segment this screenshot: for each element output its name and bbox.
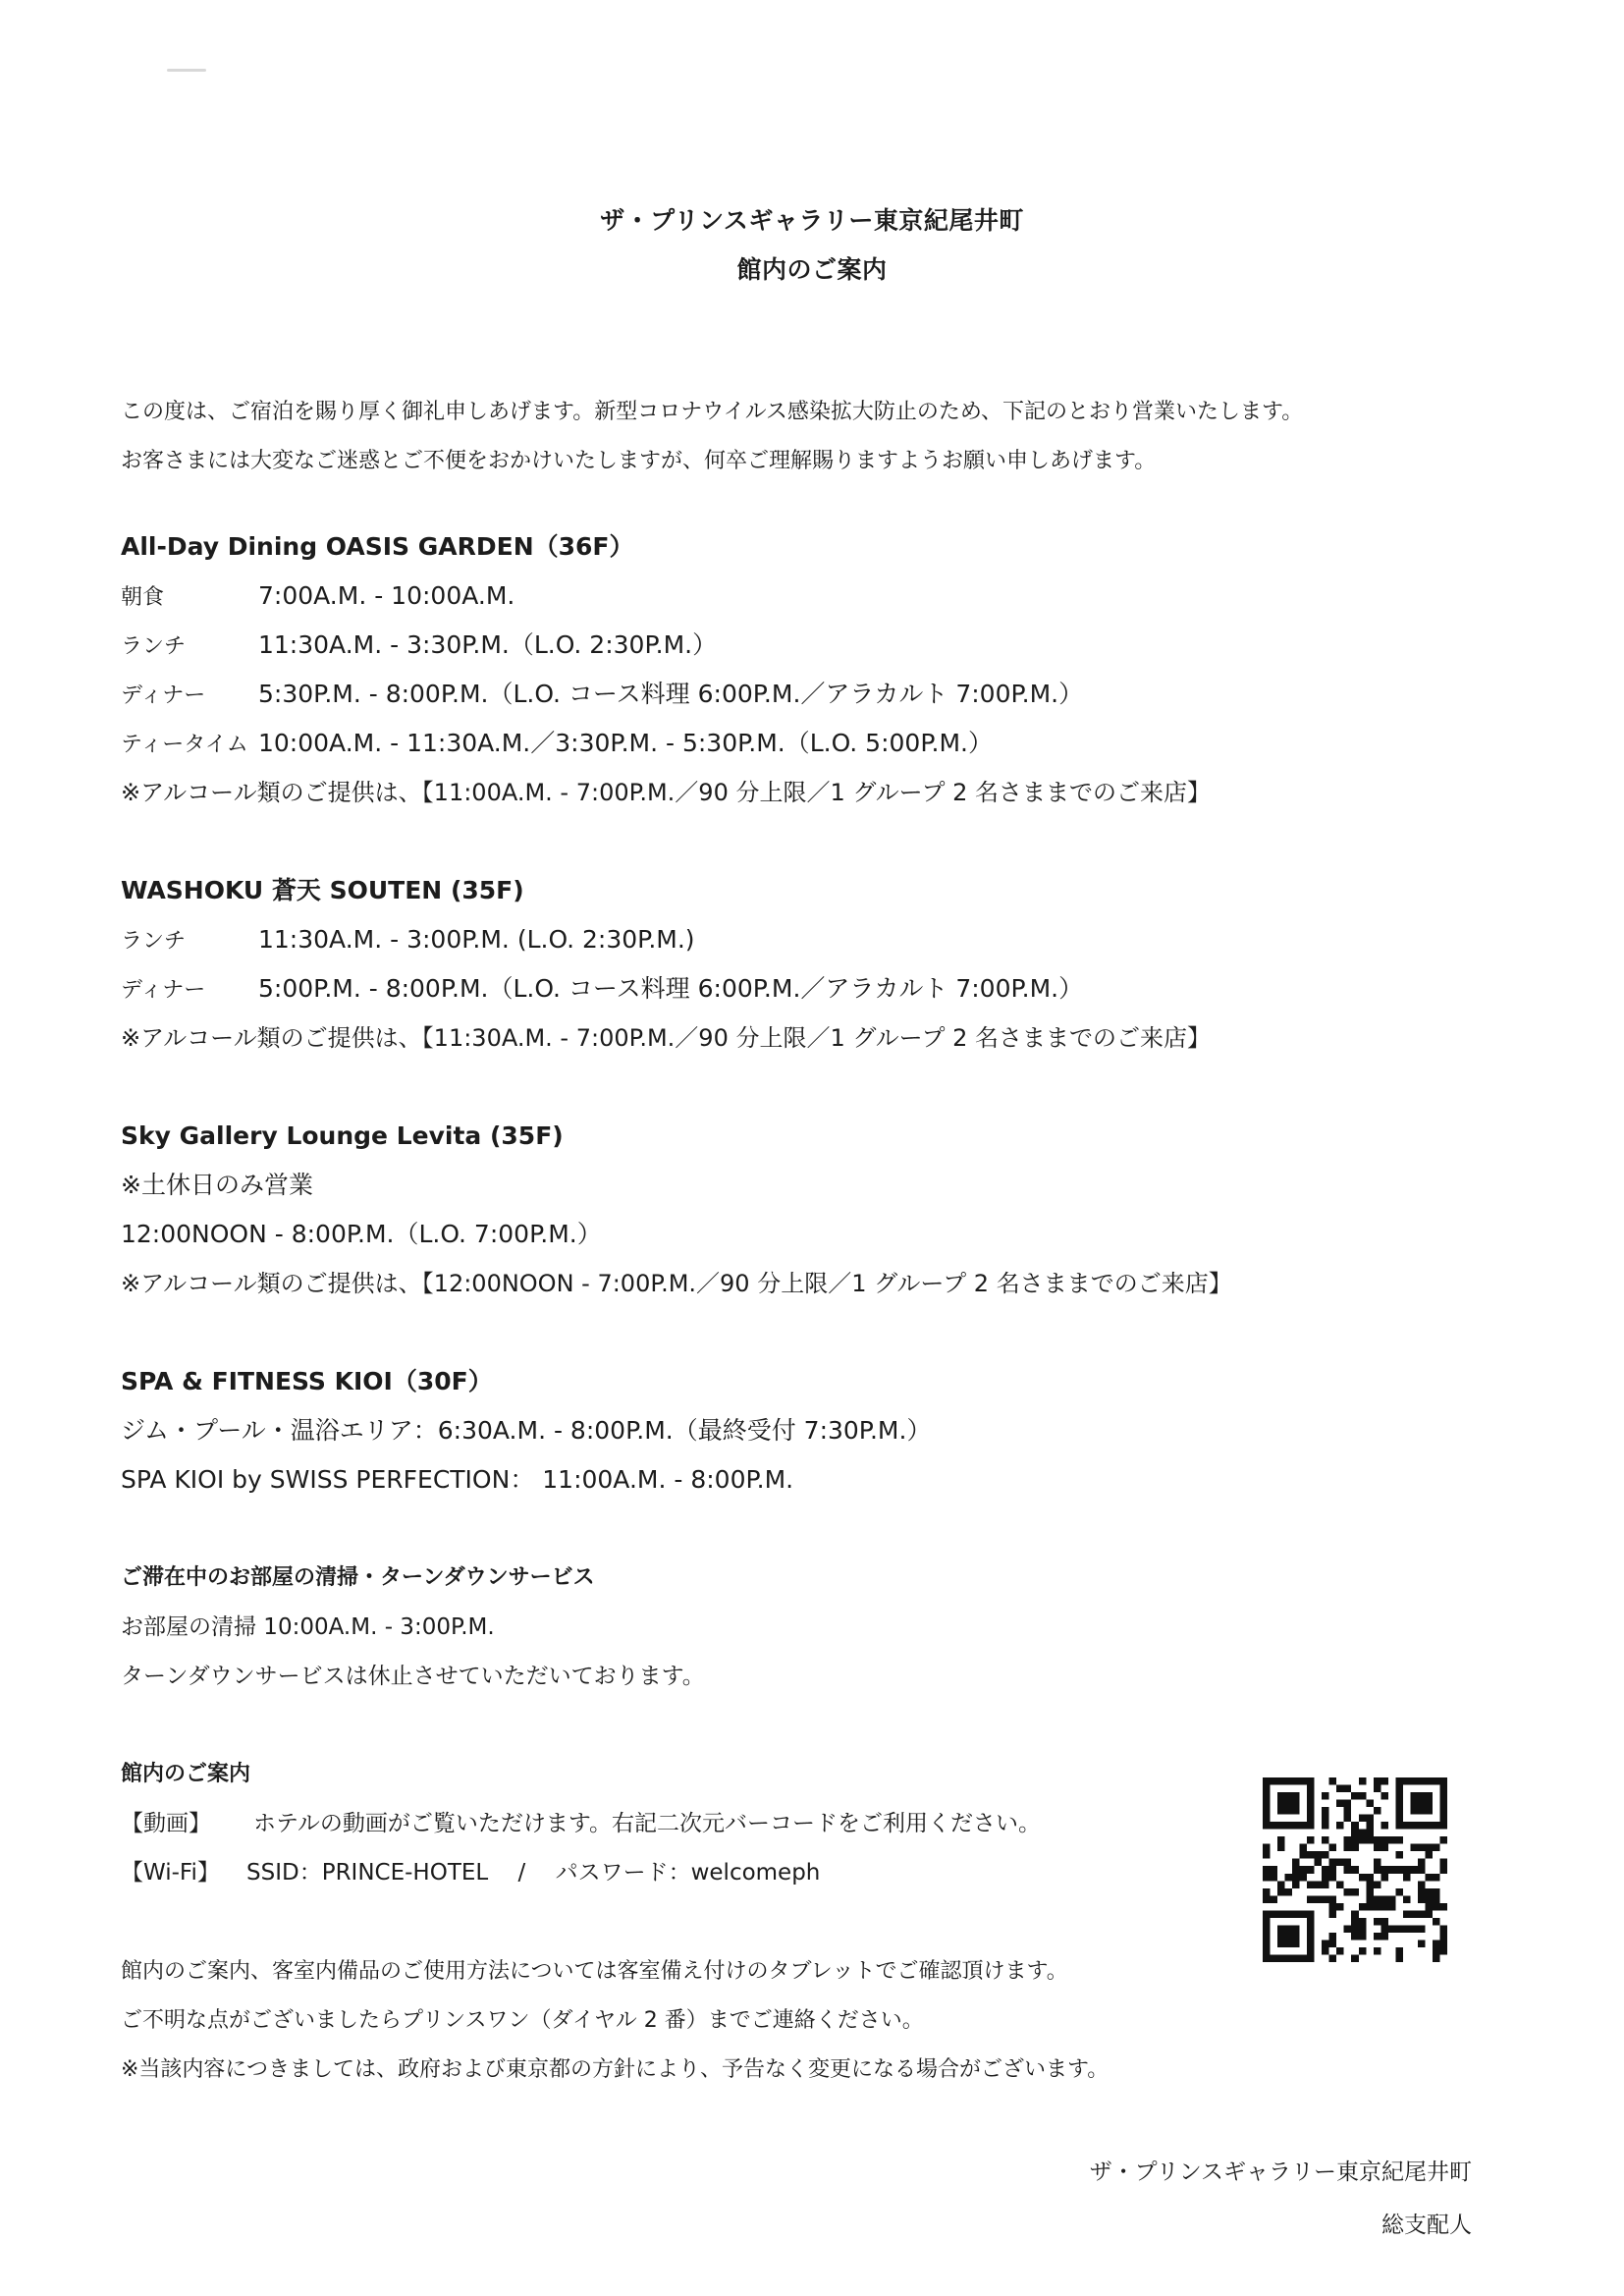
wifi-text: SSID：PRINCE-HOTEL / パスワード：welcomeph — [246, 1860, 821, 1886]
row-value: 5:00P.M. - 8:00P.M.（L.O. コース料理 6:00P.M.／アラカルト 7:00P.M.） — [258, 974, 1084, 1003]
row-value: 7:00A.M. - 10:00A.M. — [258, 581, 515, 610]
levita-open-days: ※土休日のみ営業 — [121, 1171, 313, 1199]
cleaning-hours: お部屋の清掃 10:00A.M. - 3:00P.M. — [121, 1614, 495, 1640]
signature-hotel-name: ザ・プリンスギャラリー東京紀尾井町 — [1089, 2159, 1472, 2185]
section-oasis-garden — [121, 522, 1211, 817]
row-label: ディナー — [121, 683, 206, 708]
levita-heading: Sky Gallery Lounge Levita (35F) — [121, 1121, 564, 1150]
section-washoku-souten — [121, 866, 1211, 1063]
oasis-row-lunch — [121, 621, 1211, 670]
spa-kioi-hours: SPA KIOI by SWISS PERFECTION： 11:00A.M. - 8:00P.M. — [121, 1465, 794, 1494]
closing-line-3: ※当該内容につきましては、政府および東京都の方針により、予告なく変更になる場合がございます。 — [121, 2057, 1110, 2082]
section-spa-fitness — [121, 1357, 931, 1504]
row-label: ランチ — [121, 929, 187, 954]
guide-video-row — [121, 1799, 1041, 1848]
spa-gym-pool-hours: ジム・プール・温浴エリア：6:30A.M. - 8:00P.M.（最終受付 7:30P.M.） — [121, 1416, 932, 1445]
cleaning-heading: ご滞在中のお部屋の清掃・ターンダウンサービス — [121, 1565, 595, 1590]
washoku-heading: WASHOKU 蒼天 SOUTEN (35F) — [121, 876, 524, 904]
row-label: 朝食 — [121, 585, 165, 610]
oasis-heading: All-Day Dining OASIS GARDEN（36F） — [121, 532, 634, 561]
washoku-alcohol-note: ※アルコール類のご提供は、【11:30A.M. - 7:00P.M.／90 分上限／1 グループ 2 名さままでのご来店】 — [121, 1024, 1211, 1052]
video-tag: 【動画】 — [121, 1811, 211, 1836]
video-text: ホテルの動画がご覧いただけます。右記二次元バーコードをご利用ください。 — [253, 1811, 1042, 1836]
row-value: 5:30P.M. - 8:00P.M.（L.O. コース料理 6:00P.M.／アラカルト 7:00P.M.） — [258, 680, 1084, 708]
title-block — [0, 196, 1624, 295]
section-sky-gallery-lounge — [121, 1112, 1232, 1308]
intro-line-2: お客さまには大変なご迷惑とご不便をおかけいたしますが、何卒ご理解賜りますようお願い申しあげます。 — [121, 449, 1157, 473]
signature-position: 総支配人 — [1381, 2213, 1472, 2238]
wifi-tag: 【Wi-Fi】 — [121, 1860, 220, 1886]
row-label: ティータイム — [121, 733, 248, 757]
levita-hours: 12:00NOON - 8:00P.M.（L.O. 7:00P.M.） — [121, 1220, 602, 1248]
section-room-cleaning — [121, 1554, 705, 1701]
intro-paragraph — [121, 388, 1303, 486]
section-facility-guide — [121, 1750, 1041, 1897]
washoku-row-dinner — [121, 964, 1211, 1013]
intro-line-1: この度は、ご宿泊を賜り厚く御礼申しあげます。新型コロナウイルス感染拡大防止のため、下記のとおり営業いたします。 — [121, 400, 1304, 424]
oasis-row-breakfast — [121, 572, 1211, 621]
oasis-row-dinner — [121, 670, 1211, 719]
page-subtitle: 館内のご案内 — [736, 255, 888, 284]
signature-block — [1090, 2146, 1472, 2252]
row-value: 10:00A.M. - 11:30A.M.／3:30P.M. - 5:30P.M.（L.O. 5:00P.M.） — [258, 729, 993, 757]
qr-code-icon[interactable] — [1263, 1777, 1447, 1962]
closing-line-2: ご不明な点がございましたらプリンスワン（ダイヤル 2 番）までご連絡ください。 — [121, 2008, 924, 2033]
washoku-row-lunch — [121, 915, 1211, 964]
row-label: ディナー — [121, 978, 206, 1003]
scan-speck — [167, 69, 206, 72]
guide-wifi-row — [121, 1848, 1041, 1897]
hotel-name-title: ザ・プリンスギャラリー東京紀尾井町 — [600, 206, 1024, 235]
oasis-row-teatime — [121, 719, 1211, 768]
row-label: ランチ — [121, 634, 187, 659]
spa-heading: SPA & FITNESS KIOI（30F） — [121, 1367, 493, 1395]
row-value: 11:30A.M. - 3:30P.M.（L.O. 2:30P.M.） — [258, 630, 718, 659]
oasis-alcohol-note: ※アルコール類のご提供は、【11:00A.M. - 7:00P.M.／90 分上限／1 グループ 2 名さままでのご来店】 — [121, 779, 1211, 806]
levita-alcohol-note: ※アルコール類のご提供は、【12:00NOON - 7:00P.M.／90 分上限／1 グループ 2 名さままでのご来店】 — [121, 1270, 1232, 1297]
closing-notes — [121, 1947, 1109, 2095]
closing-line-1: 館内のご案内、客室内備品のご使用方法については客室備え付けのタブレットでご確認頂けます。 — [121, 1959, 1068, 1984]
guide-heading: 館内のご案内 — [121, 1762, 251, 1786]
turndown-note: ターンダウンサービスは休止させていただいております。 — [121, 1664, 705, 1689]
row-value: 11:30A.M. - 3:00P.M. (L.O. 2:30P.M.) — [258, 925, 695, 954]
